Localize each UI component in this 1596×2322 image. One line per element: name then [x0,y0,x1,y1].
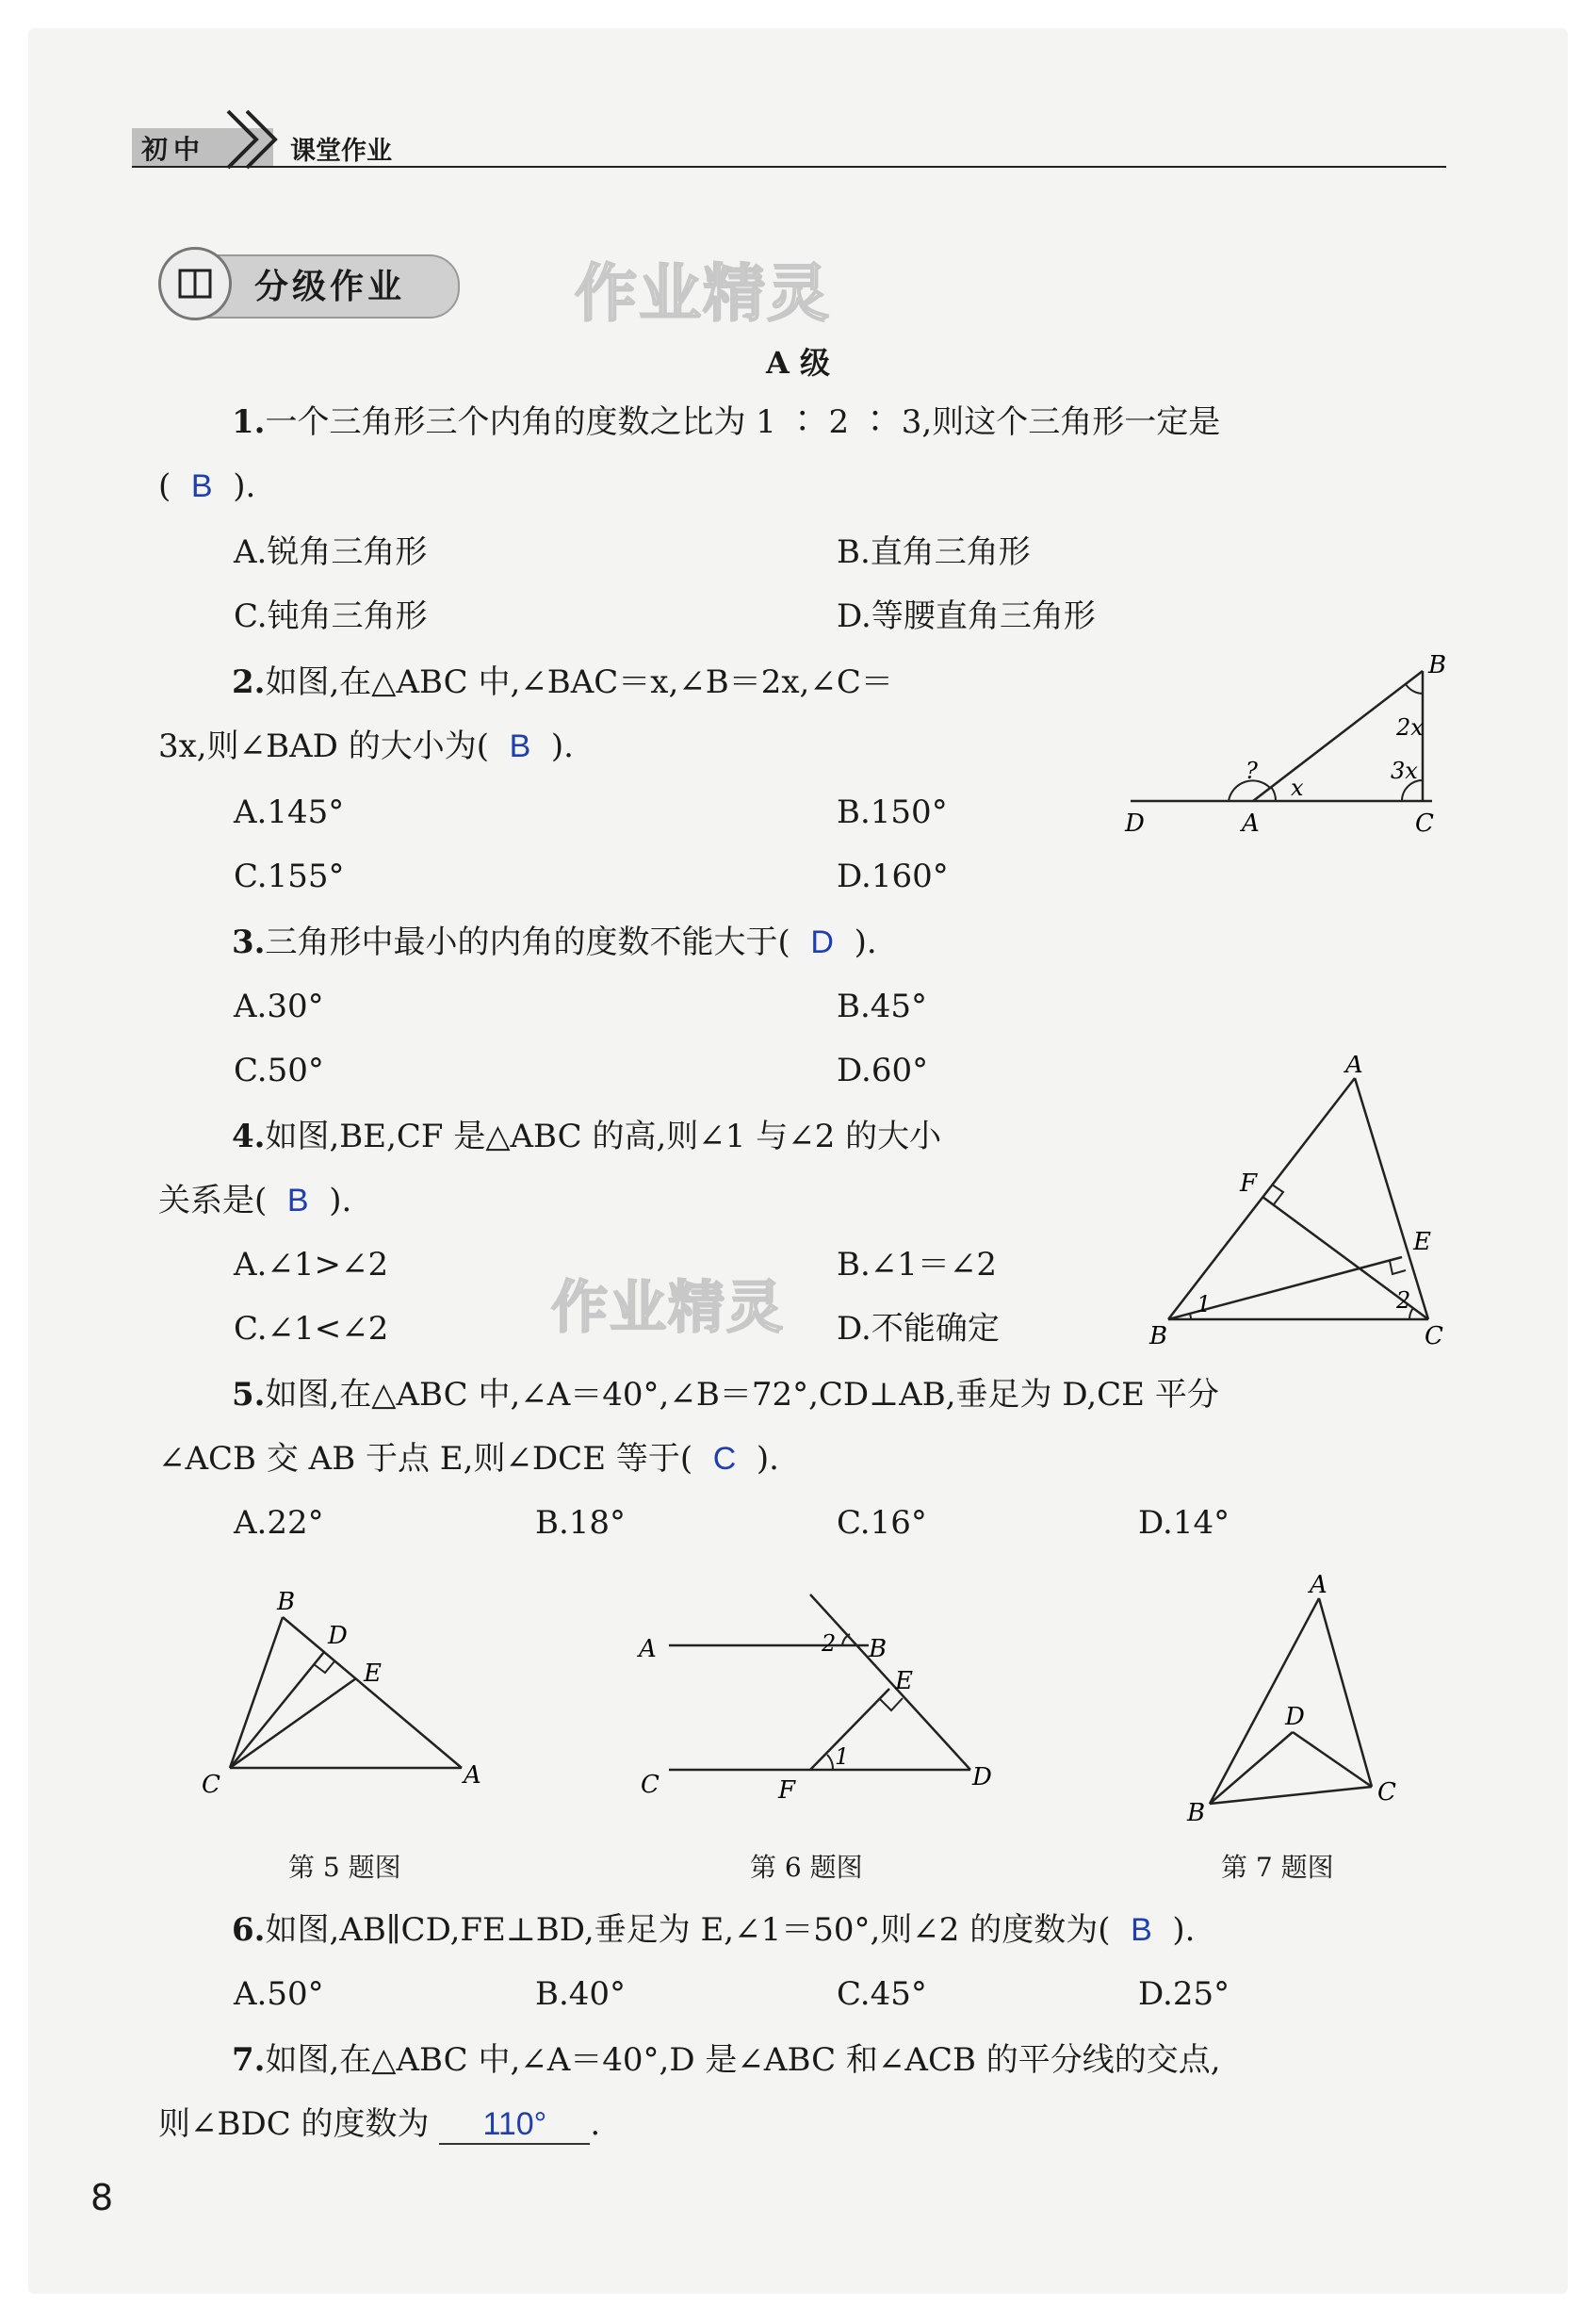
q5-option-a: A.22° [234,1504,324,1542]
q1-answer-line: ( B ). [158,467,256,505]
chevron-double-icon [222,104,288,170]
fig6-label-a: A [639,1635,657,1663]
q3-option-a: A.30° [234,988,324,1025]
q2-label-q: ? [1246,758,1258,784]
q5-option-c: C.16° [837,1504,927,1542]
q4-stem: 4.如图,BE,CF 是△ABC 的高,则∠1 与∠2 的大小 [232,1118,942,1155]
q1-stem: 1.一个三角形三个内角的度数之比为 1 ∶ 2 ∶ 3,则这个三角形一定是 [232,403,1221,441]
caption-fig5: 第 5 题图 [288,1852,401,1883]
q4-answer-line: 关系是( B ). [158,1182,352,1219]
q2-label-c: C [1415,809,1434,838]
section-title: 分级作业 [254,268,406,306]
fig5-label-a: A [464,1761,481,1790]
q3-option-d: D.60° [837,1052,929,1089]
q4-label-e: E [1413,1228,1431,1256]
q4-label-a: A [1345,1055,1363,1079]
q1-option-c: C.钝角三角形 [234,597,428,635]
q3-answer: D [810,924,834,960]
header-title: 课堂作业 [290,137,392,166]
fig6 [622,1583,1018,1809]
q1-answer: B [190,468,213,504]
q2-label-2x: 2x [1396,714,1424,741]
fig5-label-e: E [364,1660,382,1688]
fig7-label-d: D [1285,1703,1305,1731]
q2-answer: B [509,728,531,764]
q1-option-a: A.锐角三角形 [234,533,428,571]
level-title: A 级 [766,345,830,381]
caption-fig6: 第 6 题图 [750,1852,863,1883]
q4-option-d: D.不能确定 [837,1310,1000,1348]
q2-answer-line: 3x,则∠BAD 的大小为( B ). [158,728,574,765]
q7-stem: 7.如图,在△ABC 中,∠A＝40°,D 是∠ABC 和∠ACB 的平分线的交点, [232,2041,1221,2079]
q4-label-1: 1 [1197,1291,1212,1317]
caption-fig7: 第 7 题图 [1221,1852,1334,1883]
q2-label-b: B [1428,651,1447,679]
q1-option-d: D.等腰直角三角形 [837,597,1096,635]
q2-option-c: C.155° [234,858,345,895]
q6-option-d: D.25° [1138,1975,1230,2013]
q6-option-c: C.45° [837,1975,927,2013]
q4-figure [1131,1055,1489,1357]
fig6-label-2: 2 [822,1630,837,1657]
q5-option-d: D.14° [1138,1504,1230,1542]
q5-option-b: B.18° [535,1504,627,1542]
q3-stem: 3.三角形中最小的内角的度数不能大于( D ). [232,924,877,961]
q4-option-a: A.∠1>∠2 [234,1246,389,1284]
fig6-label-f: F [778,1776,796,1805]
q5-stem: 5.如图,在△ABC 中,∠A＝40°,∠B＝72°,CD⊥AB,垂足为 D,CE 平分 [232,1376,1219,1414]
q6-answer: B [1131,1912,1152,1948]
fig5-label-c: C [202,1771,220,1799]
q7-answer-line: 则∠BDC 的度数为 110° . [158,2105,601,2143]
watermark: 作业精灵 [575,257,831,330]
q2-option-d: D.160° [837,858,949,895]
q3-option-c: C.50° [234,1052,324,1089]
q2-label-d: D [1125,809,1145,838]
q6-option-b: B.40° [535,1975,627,2013]
fig6-label-b: B [869,1635,888,1663]
fig5-label-b: B [277,1588,296,1616]
header-rule [132,166,1446,168]
fig5-label-d: D [328,1622,348,1650]
book-icon [158,247,232,320]
q7-answer: 110° [482,2106,547,2142]
fig5 [188,1583,509,1809]
q6-option-a: A.50° [234,1975,324,2013]
q2-stem: 2.如图,在△ABC 中,∠BAC＝x,∠B＝2x,∠C＝ [232,663,893,701]
q4-label-2: 2 [1396,1287,1411,1314]
fig7 [1168,1564,1451,1828]
q1-option-b: B.直角三角形 [837,533,1031,571]
q6-stem: 6.如图,AB∥CD,FE⊥BD,垂足为 E,∠1＝50°,则∠2 的度数为( B ). [232,1911,1196,1949]
header-level: 初中 [141,134,206,165]
fig7-label-a: A [1310,1571,1327,1599]
fig6-label-1: 1 [835,1743,850,1770]
q2-figure [1112,650,1470,839]
q2-option-a: A.145° [234,793,345,831]
q3-option-b: B.45° [837,988,928,1025]
q2-label-x: x [1291,775,1304,801]
q4-option-c: C.∠1<∠2 [234,1310,389,1348]
fig7-label-c: C [1377,1778,1396,1807]
page-number: 8 [90,2177,114,2218]
fig6-label-e: E [895,1667,913,1695]
q5-answer-line: ∠ACB 交 AB 于点 E,则∠DCE 等于( C ). [158,1440,779,1478]
fig7-label-b: B [1187,1799,1206,1827]
q2-label-3x: 3x [1391,758,1418,784]
q2-label-a: A [1242,809,1260,838]
q4-label-b: B [1149,1322,1168,1350]
fig6-label-c: C [641,1771,660,1799]
fig6-label-d: D [972,1763,992,1791]
q5-answer: C [712,1441,737,1477]
watermark-2: 作业精灵 [551,1275,785,1341]
q4-answer: B [286,1183,309,1218]
q4-option-b: B.∠1＝∠2 [837,1246,998,1284]
q2-option-b: B.150° [837,793,948,831]
q4-label-f: F [1240,1169,1258,1198]
q4-label-c: C [1425,1322,1443,1350]
